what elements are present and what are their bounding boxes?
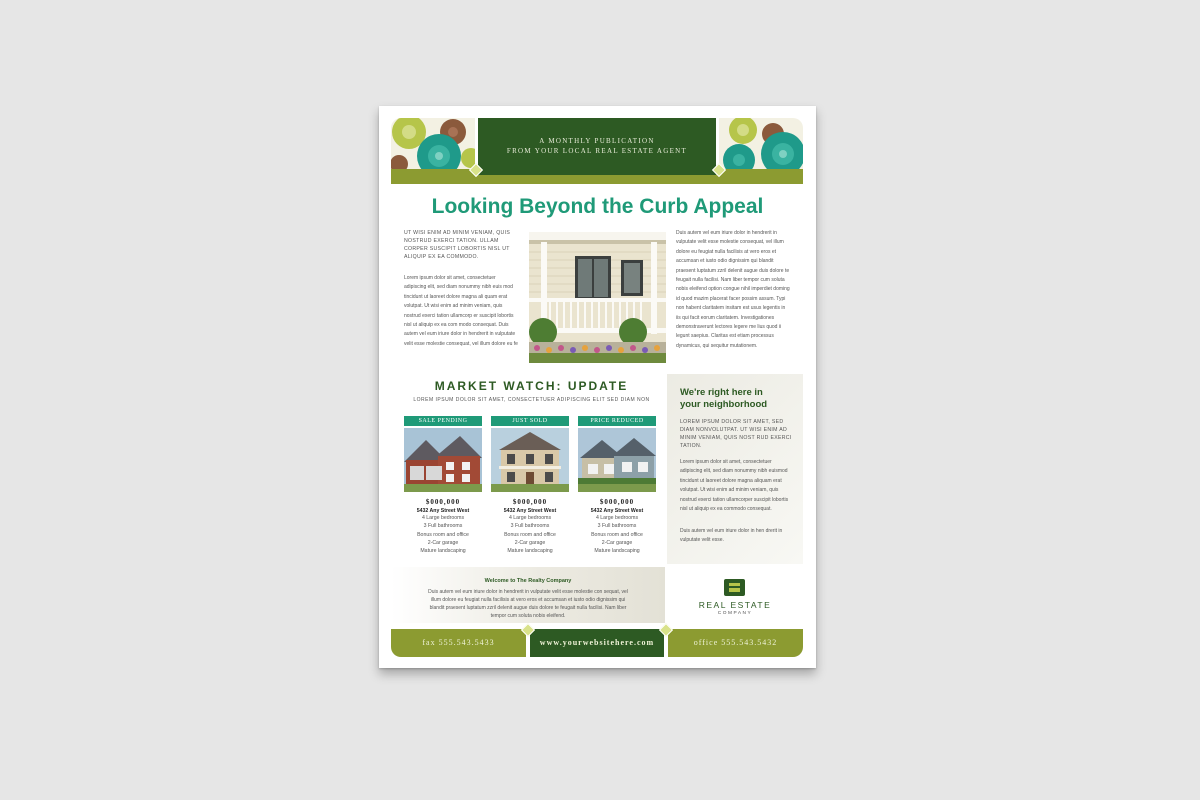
welcome-box [391, 567, 665, 623]
header-title-box [478, 118, 716, 175]
house-photo [578, 428, 656, 492]
status-badge: JUST SOLD [491, 416, 569, 426]
header-line-2: FROM YOUR LOCAL REAL ESTATE AGENT [506, 147, 688, 155]
newsletter-page [379, 106, 816, 668]
house-photo [491, 428, 569, 492]
market-watch-title: MARKET WATCH: UPDATE [434, 379, 629, 393]
company-logo [724, 579, 745, 596]
market-watch-subtitle: LOREM IPSUM DOLOR SIT AMET, CONSECTETUER ADIPISCING ELIT SED DIAM NON [413, 397, 650, 403]
company-subtitle: COMPANY [717, 611, 753, 616]
listing-address: 5432 Any Street West [416, 508, 470, 514]
listing-card [404, 416, 482, 555]
footer-fax: fax 555.543.5433 [391, 629, 526, 657]
listing-card [578, 416, 656, 555]
listing-feature: 2-Car garage [427, 539, 459, 546]
listing-feature: Bonus room and office [591, 531, 643, 538]
listing-price: $000,000 [599, 498, 635, 506]
footer-website[interactable]: www.yourwebsitehere.com [530, 629, 664, 657]
listing-feature: 4 Large bedrooms [508, 515, 552, 521]
welcome-body: Duis autem vel eum iriure dolor in hendrerit in vulputate velit esse molestie con sequat, vel illum dolore eu feugiat nulla facilisis at vero eros et accumsan et iusto odio dignissim qui blandit praesent luptatum zzril delenit augue duis dolore te feugait nulla facilisi. Nam liber tempor cum soluta nobis eleifend. [428, 589, 628, 619]
sidebar-heading [680, 387, 767, 411]
porch-photo [529, 232, 666, 363]
listing-feature: Mature landscaping [420, 548, 466, 555]
listing-feature: Mature landscaping [507, 548, 553, 555]
listing-feature: 2-Car garage [514, 539, 546, 546]
status-badge: PRICE REDUCED [578, 416, 656, 426]
article-title: Looking Beyond the Curb Appeal [431, 195, 764, 218]
sidebar-heading-line-2: your neighborhood [680, 399, 768, 410]
header-line-1: A MONTHLY PUBLICATION [539, 137, 655, 145]
listing-address: 5432 Any Street West [503, 508, 557, 514]
listing-price: $000,000 [425, 498, 461, 506]
sidebar-tail: Duis autem vel eum iriure dolor in hen drerit in vulputate velit esse. [680, 528, 783, 544]
status-badge: SALE PENDING [404, 416, 482, 426]
listing-feature: Bonus room and office [504, 531, 556, 538]
sidebar-body: Lorem ipsum dolor sit amet, consectetuer adipiscing elit, sed diam nonummy nibh euismod tincidunt ut laoreet dolore magna aliquam erat volutpat. Ut wisi enim ad minim veniam, quis nostrud exerci tation ullamcorper suscipit lobortis nisl ut aliquip ex ea commodo consequat. [680, 459, 789, 513]
listing-feature: Mature landscaping [594, 548, 640, 555]
neighborhood-sidebar [667, 374, 803, 564]
welcome-title: Welcome to The Realty Company [484, 578, 572, 584]
listing-price: $000,000 [512, 498, 548, 506]
listing-feature: 3 Full bathrooms [597, 523, 637, 530]
listing-address: 5432 Any Street West [590, 508, 644, 514]
article-column-1: Lorem ipsum dolor sit amet, consectetuer adipiscing elit, sed diam nonummy nibh euis mod tincidunt ut laoreet dolore magna ali quam erat volutpat. Ut wisi enim ad minim veniam, quis nostrud exerci tation ullamcorp er suscipit lobortis nisl ut aliquip ex ea com modo consequat. Duis autem vel eum iriure dolor in hendrerit in vulputate velit esse molestie consequat, vel illum dolore eu fe [404, 275, 518, 347]
listing-feature: 2-Car garage [601, 539, 633, 546]
listing-feature: 4 Large bedrooms [595, 515, 639, 521]
sidebar-lead: LOREM IPSUM DOLOR SIT AMET, SED DIAM NONVOLUTPAT. UT WISI ENIM AD MINIM VENIAM, QUIS NOST RUD EXERCI TATION. [680, 419, 792, 449]
footer-office: office 555.543.5432 [668, 629, 803, 657]
listing-feature: 3 Full bathrooms [423, 523, 463, 530]
floral-ornament-left [391, 118, 475, 169]
sidebar-heading-line-1: We're right here in [680, 387, 763, 398]
article-lead: UT WISI ENIM AD MINIM VENIAM, QUIS NOSTRUD EXERCI TATION. ULLAM CORPER SUSCIPIT LOBORTIS NISL UT ALIQUIP EX EA COMMODO. [404, 230, 511, 260]
listing-feature: Bonus room and office [417, 531, 469, 538]
listing-card [491, 416, 569, 555]
house-photo [404, 428, 482, 492]
listing-feature: 3 Full bathrooms [510, 523, 550, 530]
floral-ornament-right [719, 118, 803, 169]
listing-feature: 4 Large bedrooms [421, 515, 465, 521]
article-column-2: Duis autem vel eum iriure dolor in hendrerit in vulputate velit esse molestie consequat, vel illum dolore eu feugiat nulla facilisis at vero eros et accumsan et iusto odio dignissim qui blandit praesent luptatum zzril delenit augue duis dolore te feugait nulla facilisi. Nam liber tempor cum soluta nobis eleifend option congue nihil imperdiet doming id quod mazim placerat facer possim assum. Typi non habent claritatem insitam est usus legentis in iis qui facit eorum claritatem. Investigationes demonstraverunt lectores legere me lius quod ii legunt saepius. Claritas est etiam processus dynamicus, qui sequitur mutationem. [676, 230, 790, 349]
company-name: REAL ESTATE [698, 600, 772, 610]
